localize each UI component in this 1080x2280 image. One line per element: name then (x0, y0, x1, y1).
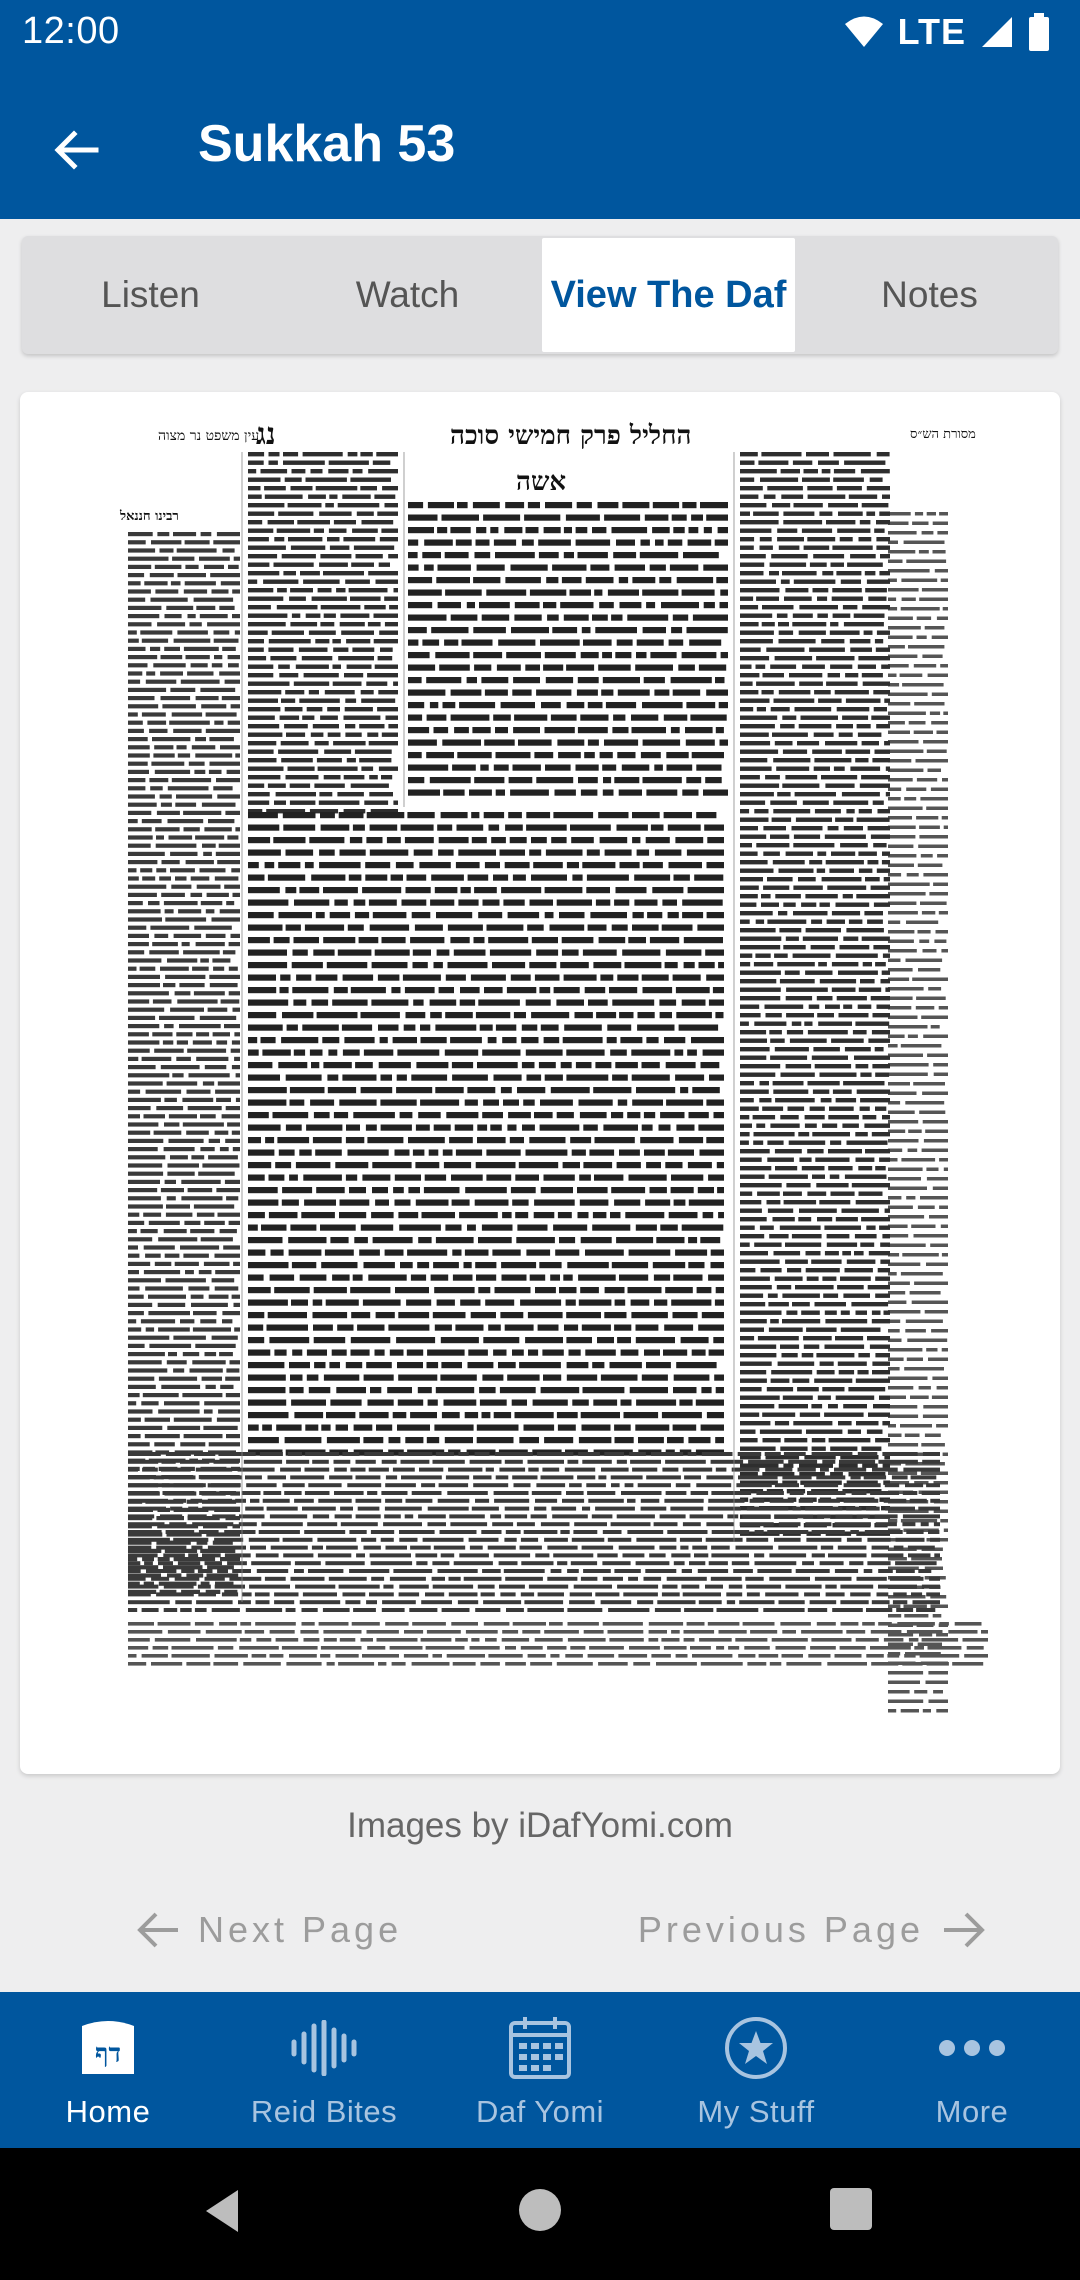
nav-more-label: More (935, 2094, 1009, 2129)
nav-reid-bites[interactable] (216, 1992, 432, 2148)
commentary-heading: רבינו חננאל (120, 509, 179, 524)
battery-icon (1028, 13, 1050, 51)
header-right-margin: מסורת הש״ס (910, 427, 976, 442)
tab-bar (22, 236, 1058, 354)
nav-my-stuff-label: My Stuff (697, 2094, 815, 2129)
wifi-icon (844, 15, 884, 49)
star-badge-icon (716, 2012, 796, 2084)
talmud-page-scan (20, 392, 1060, 1774)
network-type: LTE (897, 11, 966, 52)
bottom-navigation (0, 1992, 1080, 2148)
nav-daf-yomi[interactable] (432, 1992, 648, 2148)
back-button[interactable] (40, 114, 112, 186)
next-page-button[interactable] (136, 1898, 402, 1962)
tab-view-the-daf[interactable]: View The Daf (542, 238, 795, 352)
next-page-label: Next Page (198, 1909, 403, 1950)
more-dots-icon (932, 2012, 1012, 2084)
chapter-header: החליל פרק חמישי סוכה (450, 421, 692, 451)
nav-home-label: Home (65, 2094, 151, 2129)
tab-listen[interactable]: Listen (101, 274, 200, 315)
arrow-left-icon (52, 126, 100, 174)
image-credit: Images by iDafYomi.com (347, 1806, 733, 1845)
status-time: 12:00 (22, 10, 120, 52)
home-daf-icon (68, 2012, 148, 2084)
header-left-margin: עין משפט נר מצוה (158, 428, 260, 444)
nav-reid-bites-label: Reid Bites (250, 2094, 398, 2129)
arrow-right-icon (942, 1910, 986, 1950)
nav-my-stuff[interactable] (648, 1992, 864, 2148)
system-back-icon[interactable] (198, 2186, 248, 2236)
nav-home[interactable] (0, 1992, 216, 2148)
daf-text-lines (128, 452, 988, 1713)
audio-wave-icon (284, 2012, 364, 2084)
status-bar (0, 0, 1080, 64)
page-number: נג (256, 417, 276, 452)
status-icons (844, 12, 1050, 52)
system-navigation-bar (0, 2148, 1080, 2280)
system-home-icon[interactable] (516, 2186, 564, 2234)
nav-daf-yomi-label: Daf Yomi (475, 2094, 605, 2129)
calendar-icon (500, 2012, 580, 2084)
svg-text:דף: דף (95, 2039, 121, 2069)
arrow-left-icon (136, 1910, 180, 1950)
daf-page-image[interactable] (20, 392, 1060, 1774)
app-bar (0, 64, 1080, 219)
previous-page-label: Previous Page (637, 1909, 924, 1950)
tab-watch[interactable]: Watch (355, 274, 460, 315)
signal-icon (980, 15, 1014, 49)
previous-page-button[interactable] (638, 1898, 986, 1962)
nav-more[interactable] (864, 1992, 1080, 2148)
tab-notes[interactable]: Notes (881, 274, 978, 315)
opening-word: אשה (516, 467, 567, 497)
system-recents-icon[interactable] (828, 2186, 874, 2232)
page-title: Sukkah 53 (198, 115, 456, 173)
